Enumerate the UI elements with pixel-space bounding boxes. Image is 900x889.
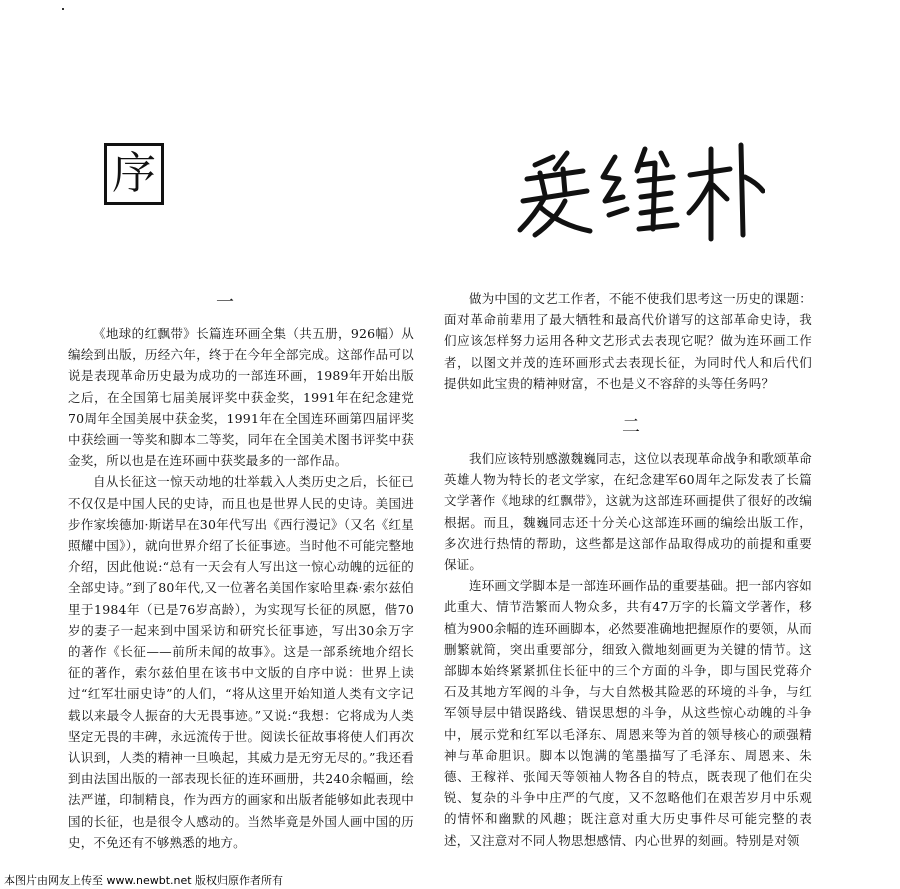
watermark-footer — [0, 872, 900, 889]
section-number-1: 一 — [216, 292, 236, 313]
right-column-intro — [444, 288, 812, 394]
section-number-2: 二 — [622, 416, 642, 437]
author-signature — [505, 135, 765, 245]
paragraph: 我们应该特别感激魏巍同志，这位以表现革命战争和歌颂革命英雄人物为特长的老文学家，在纪念建军60周年之际发表了长篇文学著作《地球的红飘带》，这就为这部连环画提供了很好的改编根据。而且，魏巍同志还十分关心这部连环画的编绘出版工作，多次进行热情的帮助，这些都是这部作品取得成功的前提和重要保证。 — [444, 451, 812, 573]
paragraph: 连环画文学脚本是一部连环画作品的重要基础。把一部内容如此重大、情节浩繁而人物众多，共有47万字的长篇文学著作，移植为900余幅的连环画脚本，必然要准确地把握原作的要领，从而删繁就简，突出重要部分，细致入微地刻画更为关键的情节。这部脚本始终紧紧抓住长征中的三个方面的斗争，即与国民党蒋介石及其地方军阀的斗争，与大自然极其险恶的环境的斗争，与红军领导层中错误路线、错误思想的斗争，从这些惊心动魄的斗争中，展示党和红军以毛泽东、周恩来等为首的领导核心的顽强精神与革命胆识。脚本以饱满的笔墨描写了毛泽东、周恩来、朱德、王稼祥、张闻天等领袖人物各自的特点，既表现了他们在尖锐、复杂的斗争中庄严的气度，又不忽略他们在艰苦岁月中乐观的情怀和幽默的风趣；既注意对重大历史事件尽可能完整的表述，又注意对不同人物思想感情、内心世界的刻画。特别是对领 — [444, 578, 812, 848]
preface-title: 序 — [112, 148, 156, 199]
preface-title-box — [104, 143, 164, 205]
paragraph: 自从长征这一惊天动地的壮举载入人类历史之后，长征已不仅仅是中国人民的史诗，而且也是世界人民的史诗。美国进步作家埃德加·斯诺早在30年代写出《西行漫记》（又名《红星照耀中国》），就向世界介绍了长征事迹。当时他不可能完整地介绍，因此他说:“总有一天会有人写出这一惊心动魄的远征的全部史诗。”到了80年代,又一位著名美国作家哈里森·索尔兹伯里于1984年（已是76岁高龄），为实现写长征的夙愿，偕70岁的妻子一起来到中国采访和研究长征事迹，写出30余万字的著作《长征——前所未闻的故事》。这是一部系统地介绍长征的著作，索尔兹伯里在该书中文版的自序中说：世界上读过“红军壮丽史诗”的人们，“将从这里开始知道人类有文字记载以来最令人振奋的大无畏事迹。”又说:“我想：它将成为人类坚定无畏的丰碑，永远流传于世。阅读长征故事将使人们再次认识到，人类的精神一旦唤起，其威力是无穷无尽的。”我还看到由法国出版的一部表现长征的连环画册，共240余幅画，绘法严谨，印制精良，作为西方的画家和出版者能够如此表现中国的长征，也是很令人感动的。当然毕竟是外国人画中国的历史，不免还有不够熟悉的地方。 — [68, 474, 414, 850]
paragraph: 《地球的红飘带》长篇连环画全集（共五册，926幅）从编绘到出版，历经六年，终于在今年全部完成。这部作品可以说是表现革命历史最为成功的一部连环画，1989年开始出版之后，在全国第七届美展评奖中获金奖，1991年在纪念建党70周年全国美展中获金奖，1991年在全国连环画第四届评奖中获绘画一等奖和脚本二等奖，同年在全国美术图书评奖中获金奖，所以也是在连环画中获奖最多的一部作品。 — [68, 326, 414, 469]
left-column — [68, 323, 414, 853]
watermark-text: 本图片由网友上传至 www.newbt.net 版权归原作者所有 — [4, 874, 284, 887]
scan-speck — [62, 8, 64, 10]
right-column — [444, 448, 812, 851]
paragraph: 做为中国的文艺工作者，不能不使我们思考这一历史的课题：面对革命前辈用了最大牺牲和最高代价谱写的这部革命史诗，我们应该怎样努力运用各种文艺形式去表现它呢？做为连环画工作者，以图文并茂的连环画形式去表现长征，为同时代人和后代们提供如此宝贵的精神财富，不也是义不容辞的头等任务吗？ — [444, 291, 812, 391]
